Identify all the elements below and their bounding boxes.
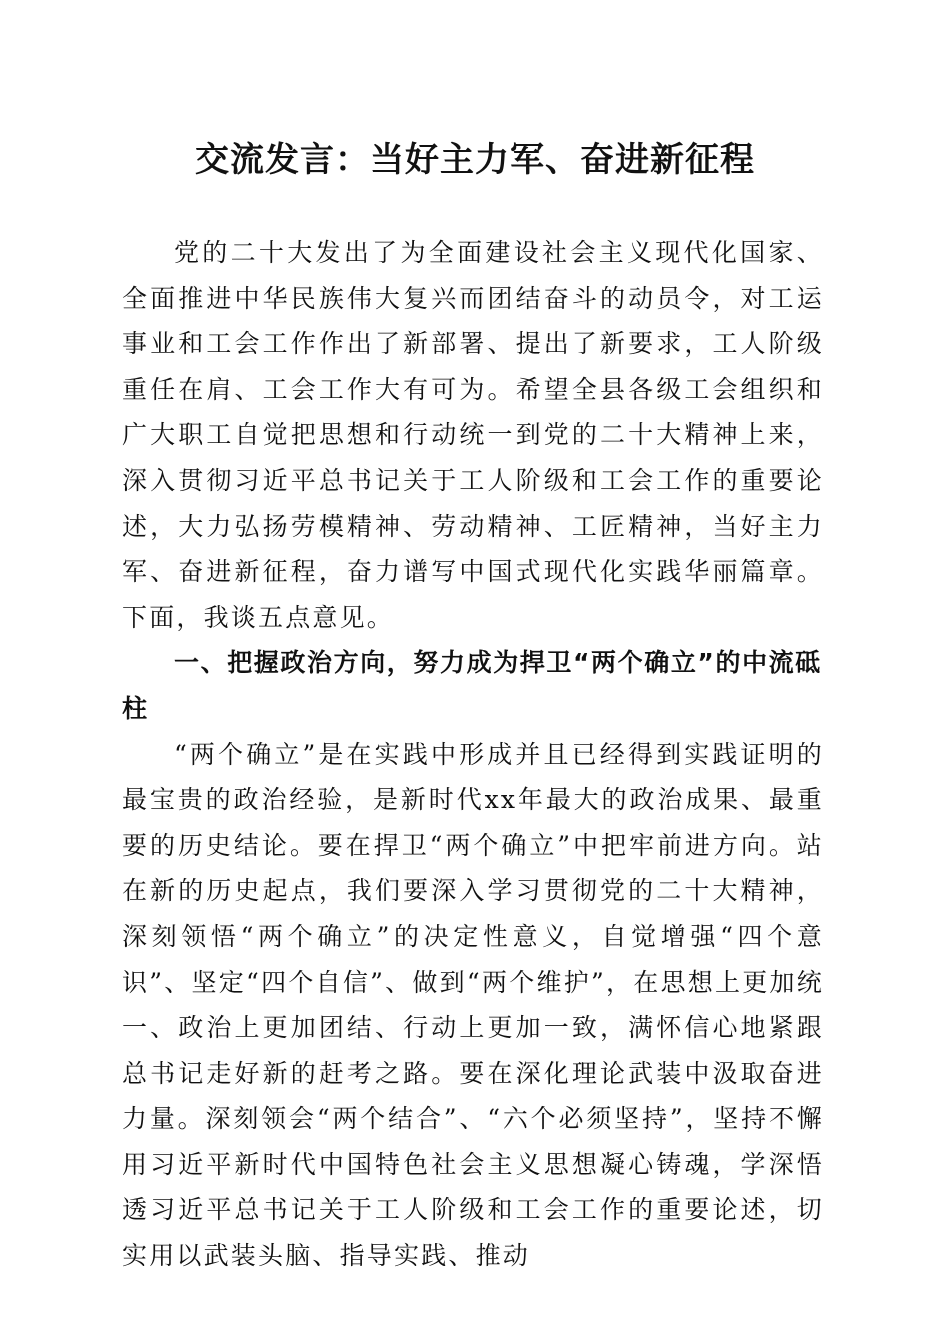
document-body bbox=[122, 230, 824, 1279]
document-title: 交流发言：当好主力军、奋进新征程 bbox=[195, 140, 755, 180]
intro-paragraph: 党的二十大发出了为全面建设社会主义现代化国家、全面推进中华民族伟大复兴而团结奋斗的动员令，对工运事业和工会工作作出了新部署、提出了新要求，工人阶级重任在肩、工会工作大有可为。希望全县各级工会组织和广大职工自觉把思想和行动统一到党的二十大精神上来，深入贯彻习近平总书记关于工人阶级和工会工作的重要论述，大力弘扬劳模精神、劳动精神、工匠精神，当好主力军、奋进新征程，奋力谱写中国式现代化实践华丽篇章。下面，我谈五点意见。 bbox=[122, 238, 824, 632]
section-heading-1: 一、把握政治方向，努力成为捍卫“两个确立”的中流砥柱 bbox=[122, 648, 822, 723]
section-1-paragraph: “两个确立”是在实践中形成并且已经得到实践证明的最宝贵的政治经验，是新时代xx年最大的政治成果、最重要的历史结论。要在捍卫“两个确立”中把牢前进方向。站在新的历史起点，我们要深入学习贯彻党的二十大精神，深刻领悟“两个确立”的决定性意义，自觉增强“四个意识”、坚定“四个自信”、做到“两个维护”，在思想上更加统一、政治上更加团结、行动上更加一致，满怀信心地紧跟总书记走好新的赶考之路。要在深化理论武装中汲取奋进力量。深刻领会“两个结合”、“六个必须坚持”，坚持不懈用习近平新时代中国特色社会主义思想凝心铸魂，学深悟透习近平总书记关于工人阶级和工会工作的重要论述，切实用以武装头脑、指导实践、推动 bbox=[122, 739, 824, 1271]
